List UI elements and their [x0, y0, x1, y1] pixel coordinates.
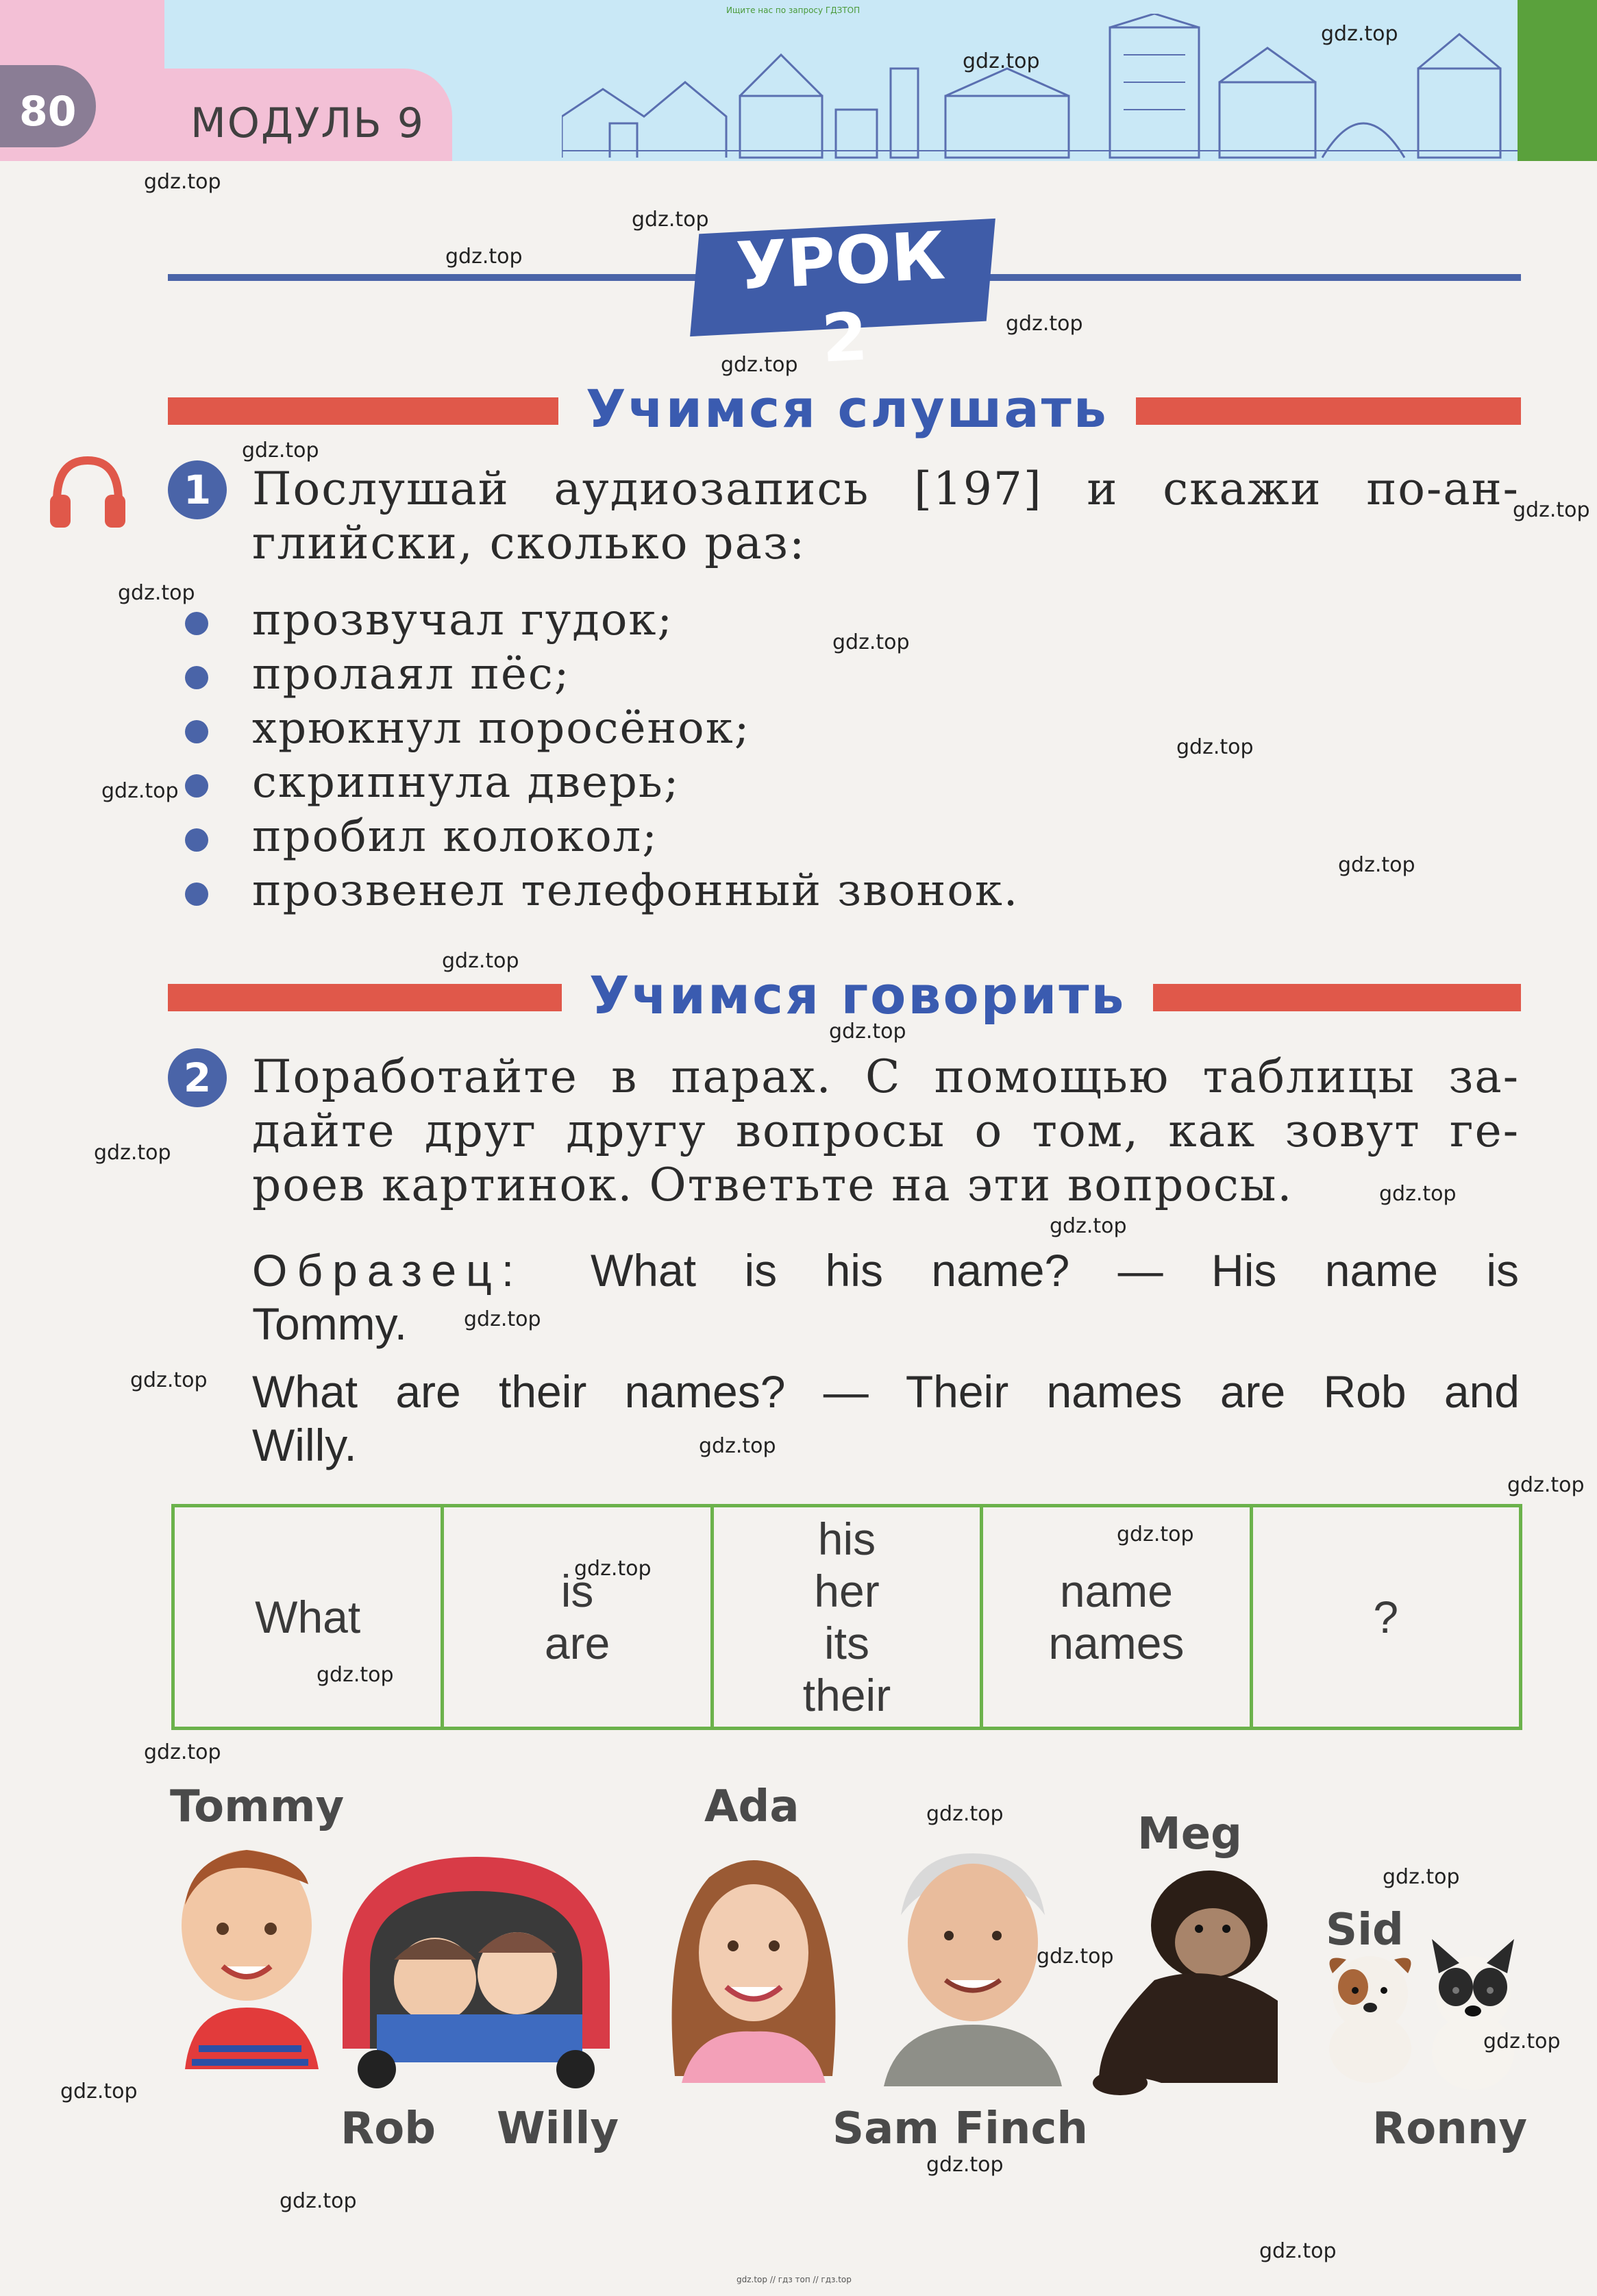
name-willy: Willy — [497, 2103, 619, 2154]
watermark-text: gdz.top — [1321, 22, 1398, 46]
table-word: her — [814, 1566, 880, 1616]
list-item: прозвенел телефонный звонок. — [252, 865, 1019, 916]
watermark-text: gdz.top — [926, 1802, 1004, 1826]
lesson-rule-right — [973, 274, 1521, 281]
watermark-text: gdz.top — [1507, 1473, 1585, 1497]
sample-line2: Tommy. — [252, 1298, 408, 1349]
table-word: name — [1059, 1566, 1173, 1616]
table-cell-verb — [443, 1506, 712, 1729]
watermark-text: gdz.top — [1379, 1182, 1457, 1206]
watermark-text: gdz.top — [1338, 853, 1415, 877]
table-word: are — [544, 1618, 610, 1668]
watermark-text: gdz.top — [445, 245, 523, 269]
bullet-dot — [185, 828, 208, 852]
headphones-icon — [47, 454, 129, 529]
watermark-text: gdz.top — [464, 1307, 541, 1331]
table-cell-what — [173, 1506, 443, 1729]
list-item: прозвучал гудок; — [252, 595, 673, 645]
bullet-dot — [185, 612, 208, 635]
name-ada: Ada — [704, 1781, 800, 1832]
puppy-sid-photo — [1315, 1946, 1425, 2083]
watermark-text: gdz.top — [963, 49, 1040, 73]
name-sam-finch: Sam Finch — [832, 2103, 1088, 2154]
sample-line1: What is his name? — His name is — [591, 1245, 1519, 1296]
footer-text: gdz.top // гдз топ // гдз.top — [736, 2275, 852, 2284]
stroller-babies-photo — [336, 1843, 617, 2090]
table-word: his — [817, 1514, 876, 1564]
watermark-text: gdz.top — [118, 581, 195, 605]
watermark-text: gdz.top — [1117, 1522, 1194, 1546]
watermark-text: gdz.top — [317, 1663, 394, 1687]
name-ronny: Ronny — [1372, 2103, 1528, 2154]
watermark-text: gdz.top — [60, 2079, 138, 2103]
watermark-text: gdz.top — [242, 439, 319, 462]
list-item: скрипнула дверь; — [252, 757, 680, 808]
watermark-text: gdz.top — [280, 2189, 357, 2213]
page-number: 80 — [19, 88, 77, 136]
task2-instruction-line1: Поработайте в парах. С помощью таблицы за- — [252, 1050, 1520, 1103]
table-word: What — [255, 1592, 361, 1642]
lesson-title: УРОК 2 — [734, 217, 948, 378]
name-tommy: Tommy — [170, 1781, 345, 1832]
task2-instruction-line2: дайте друг другу вопросы о том, как зовут ге- — [252, 1104, 1520, 1157]
bullet-dot — [185, 720, 208, 743]
task-number-2: 2 — [168, 1048, 227, 1107]
watermark-text: gdz.top — [442, 949, 519, 973]
watermark-text: gdz.top — [721, 353, 798, 377]
bullet-dot — [185, 666, 208, 689]
watermark-text: gdz.top — [1259, 2239, 1337, 2263]
substitution-table — [171, 1504, 1522, 1730]
bullet-dot — [185, 774, 208, 798]
watermark-text: gdz.top — [1176, 735, 1254, 759]
table-cell-pronoun — [712, 1506, 981, 1729]
task1-instruction-line2: глийски, сколько раз: — [252, 517, 806, 569]
table-word: ? — [1373, 1592, 1399, 1642]
watermark-text: gdz.top — [101, 779, 179, 803]
table-word: is — [560, 1566, 594, 1616]
puppy-ronny-photo — [1418, 1939, 1528, 2090]
chimpanzee-photo — [1079, 1864, 1298, 2097]
watermark-text: gdz.top — [144, 1740, 221, 1764]
name-meg: Meg — [1137, 1809, 1242, 1860]
table-word: its — [824, 1618, 869, 1668]
name-sid: Sid — [1326, 1905, 1404, 1955]
watermark-text: gdz.top — [574, 1557, 652, 1581]
watermark-text: gdz.top — [1050, 1214, 1127, 1238]
watermark-text: gdz.top — [144, 170, 221, 194]
section-title-listen: Учимся слушать — [558, 378, 1136, 439]
table-cell-question-mark — [1251, 1506, 1520, 1729]
sample-line3: What are their names? — Their names are Rob and — [252, 1366, 1520, 1417]
module-label: МОДУЛЬ 9 — [190, 99, 425, 147]
watermark-text: gdz.top — [94, 1141, 171, 1165]
sample-label: Образец: — [252, 1245, 524, 1296]
watermark-text: gdz.top — [1037, 1945, 1114, 1968]
boy-photo — [171, 1843, 329, 2069]
list-item: пролаял пёс; — [252, 649, 571, 700]
watermark-text: gdz.top — [632, 208, 709, 232]
watermark-text: gdz.top — [832, 630, 910, 654]
watermark-text: gdz.top — [130, 1368, 208, 1392]
watermark-text: gdz.top — [1513, 498, 1590, 522]
section-title-speak: Учимся говорить — [562, 965, 1153, 1026]
watermark-text: gdz.top — [1383, 1865, 1460, 1889]
table-word: names — [1048, 1618, 1185, 1668]
task-number-1: 1 — [168, 460, 227, 519]
list-item: пробил колокол; — [252, 811, 658, 862]
name-rob: Rob — [341, 2103, 436, 2154]
lesson-rule-left — [168, 274, 716, 281]
task1-instruction-line1: Послушай аудиозапись [197] и скажи по-ан- — [252, 462, 1520, 515]
task2-instruction-line3: роев картинок. Ответьте на эти вопросы. — [252, 1159, 1293, 1211]
watermark-text: gdz.top — [1006, 312, 1083, 336]
sample-line4: Willy. — [252, 1420, 357, 1470]
watermark-text: gdz.top — [829, 1020, 906, 1044]
top-banner-text: Ищите нас по запросу ГДЗТОП — [726, 5, 861, 15]
list-item: хрюкнул поросёнок; — [252, 703, 751, 754]
bullet-dot — [185, 882, 208, 906]
table-word: their — [802, 1670, 891, 1720]
watermark-text: gdz.top — [1483, 2029, 1561, 2053]
watermark-text: gdz.top — [926, 2153, 1004, 2177]
girl-photo — [654, 1850, 853, 2083]
watermark-text: gdz.top — [699, 1434, 776, 1458]
